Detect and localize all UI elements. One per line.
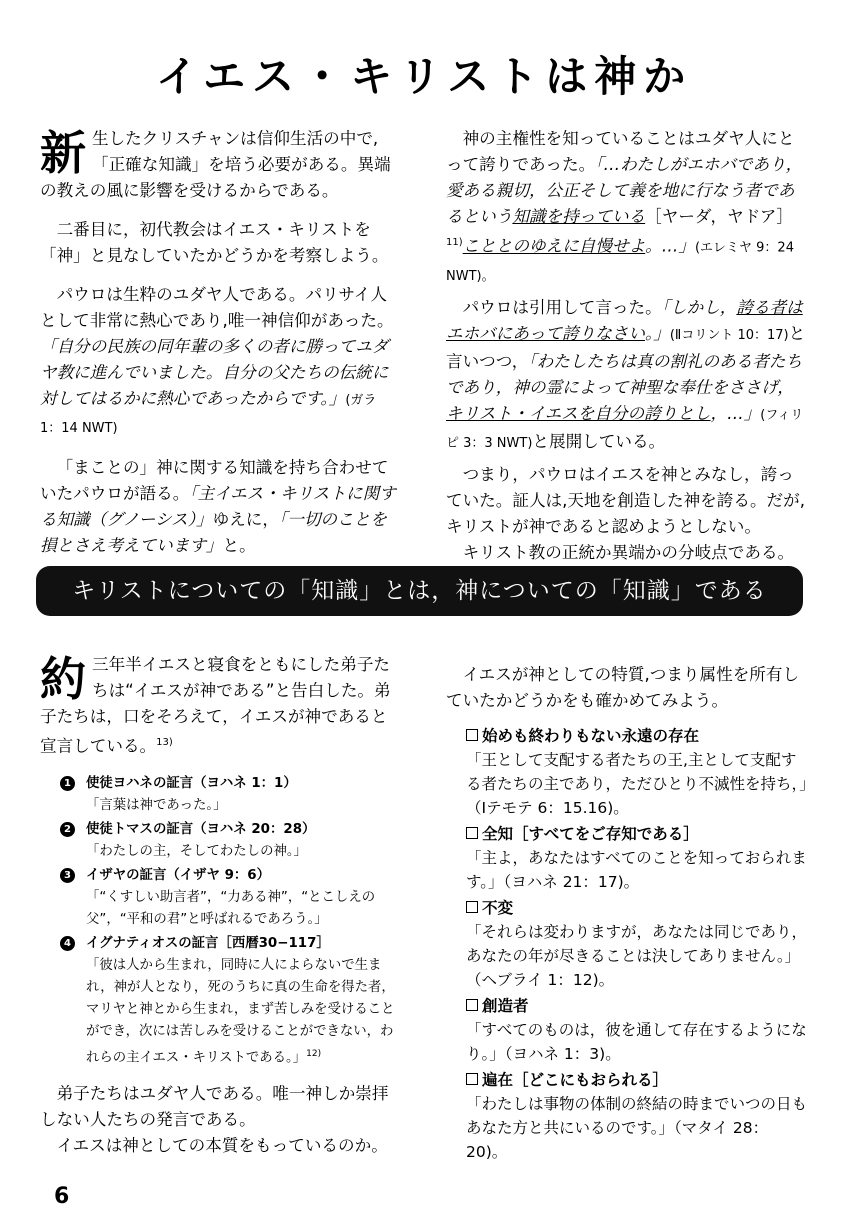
scripture-ref: (エレミヤ 9：24 NWT)。 [446,240,794,284]
attribute-title: 不変 [482,899,514,917]
checkbox-square-icon [466,901,478,913]
paragraph: イエスが神としての特質,つまり属性を所有していたかどうかをも確かめてみよう。 [446,665,800,710]
paragraph [446,126,808,290]
paragraph: イエスは神としての本質をもっているのか。 [56,1136,388,1155]
section-banner: キリストについての「知識」とは，神についての「知識」である [36,566,803,616]
quote: ，…」 [710,403,761,423]
section1-right-column [446,126,808,579]
quote: 「わたしたちは真の割礼のある者たちであり，神の霊によって神聖な奉仕をささげ， [446,351,803,397]
testimony-title: 使徒トマスの証言（ヨハネ 20：28） [86,821,316,837]
testimony-quote: 「“くすしい助言者”，“力ある神”，“とこしえの父”，“平和の君”と呼ばれるであろう。」 [86,889,376,927]
attribute-title: 全知［すべてをご存知である］ [482,825,699,843]
paragraph-text: 三年半イエスと寝食をともにした弟子たちは“イエスが神である”と告白した。弟子たちは，口をそろえて，イエスが神であると宣言している。 [40,655,391,756]
paragraph-text: 神の主権性を知っていることはユダヤ人にとって誇りであった。 [446,129,795,174]
testimony-item [60,865,396,931]
intro-paragraph [40,652,396,760]
number-badge: 1 [60,776,75,791]
underlined-quote: キリスト・イエスを自分の誇りとし [446,403,711,423]
attribute-heading [466,822,808,846]
underlined-quote: こととのゆえに自慢せよ [462,236,646,256]
scripture-ref: (Ⅱコリント 10：17) [669,327,789,343]
quote-text: 「彼は人から生まれ，同時に人によらないで生まれ，神が人となり，死のうちに真の生命を得た者，マリヤと神とから生まれ，まず苦しみを受けることができ，次には苦しみを受けることができない，われらの主イエス・キリストである。」 [86,957,395,1065]
testimony-title: イグナティオスの証言［西暦30−117］ [86,935,330,951]
paragraph: 二番目に，初代教会はイエス・キリストを「神」と見なしていたかどうかを考察しよう。 [40,220,389,265]
testimony-item [60,773,396,817]
testimony-quote: 「わたしの主，そしてわたしの神。」 [86,843,307,859]
dropcap: 新 [40,126,86,180]
section2-right-column [446,662,808,1166]
paragraph-text: と。 [222,536,256,555]
footnote-ref: 12) [306,1048,322,1059]
attribute-quote: 「主よ，あなたはすべてのことを知っておられます。」（ヨハネ 21：17)。 [466,849,807,891]
checkbox-square-icon [466,729,478,741]
attribute-item [466,896,808,992]
attribute-heading [466,1068,808,1092]
dropcap: 約 [40,652,86,706]
testimony-title: 使徒ヨハネの証言（ヨハネ 1：1） [86,775,297,791]
paragraph-text: 生したクリスチャンは信仰生活の中で,「正確な知識」を培う必要がある。異端の教えの風に影響を受けるからである。 [40,129,391,200]
quote: 。」 [644,323,670,343]
paragraph [40,282,396,442]
testimony-quote: 「言葉は神であった。」 [86,797,227,813]
quote: 「自分の民族の同年輩の多くの者に勝ってユダヤ教に進んでいました。自分の父たちの伝統に対してはるかに熱心であったからです。」 [40,337,389,408]
paragraph-text: 「まことの」神に関する知識を持ち合わせていたパウロが語る。 [40,458,389,503]
checkbox-square-icon [466,1073,478,1085]
paragraph: つまり，パウロはイエスを神とみなし，誇っていた。証人は,天地を創造した神を誇る。だが,キリストが神であると認めようとしない。 [446,464,806,536]
attribute-title: 始めも終わりもない永遠の存在 [482,727,700,745]
attribute-heading [466,724,808,748]
paragraph-text: と展開している。 [532,431,666,451]
paragraph-text: と言いつつ， [446,323,806,371]
number-badge: 3 [60,868,75,883]
attribute-title: 遍在［どこにもおられる］ [482,1071,669,1089]
checkbox-square-icon [466,999,478,1011]
checkbox-square-icon [466,827,478,839]
attribute-list [446,724,808,1164]
paragraph-text: パウロは引用して言った。 [462,297,662,317]
attribute-quote: 「それらは変わりますが，あなたは同じであり，あなたの年が尽きることは決してありません。」（ヘブライ 1：12)。 [466,923,808,989]
attribute-quote: 「すべてのものは，彼を通して存在するようになり。」（ヨハネ 1：3)。 [466,1021,807,1063]
testimony-title: イザヤの証言（イザヤ 9：6） [86,867,270,883]
page-title: イエス・キリストは神か [155,52,693,101]
quote: 「一切のことを損とさえ考えています」 [40,510,387,555]
footnote-ref: 11) [446,237,463,248]
testimony-list [60,773,396,1069]
paragraph: 弟子たちはユダヤ人である。唯一神しか崇拝しない人たちの発言である。 [40,1084,389,1129]
number-badge: 4 [60,936,75,951]
testimony-item [60,933,396,1069]
attribute-quote: 「わたしは事物の体制の終結の時までいつの日もあなた方と共にいるのです。」（マタイ 28：20)。 [466,1095,808,1161]
underlined-quote: 知識を持っている [512,207,646,226]
attribute-item [466,1068,808,1164]
attribute-item [466,994,808,1066]
attribute-item [466,724,808,820]
attribute-heading [466,896,808,920]
attribute-title: 創造者 [482,997,529,1015]
footnote-ref: 13) [156,737,173,748]
paragraph-text: パウロは生粋のユダヤ人である。パリサイ人として非常に熱心であり,唯一神信仰があった。 [40,285,394,330]
quote: 「しかし， [661,297,737,317]
page-number: 6 [54,1184,70,1209]
paragraph [40,455,396,559]
section1-left-column [40,126,396,572]
intro-paragraph [40,126,396,204]
bracket-note: ［ヤーダ，ヤドア］ [645,207,793,226]
testimony-quote [86,955,396,1069]
paragraph-text: ゆえに， [212,510,279,529]
paragraph [446,295,808,457]
attribute-quote: 「王として支配する者たちの王,主として支配する者たちの主であり，ただひとり不滅性を持ち，」（Ⅰテモテ 6：15.16)。 [466,751,808,817]
number-badge: 2 [60,822,75,837]
attribute-heading [466,994,808,1018]
quote: 「主イエス・キリストに関する知識（グノーシス）」 [40,484,396,529]
testimony-item [60,819,396,863]
underlined-quote: 誇る者はエホバにあって誇りなさい [446,297,803,343]
quote: 。…」 [645,236,695,256]
attribute-item [466,822,808,894]
section2-left-column [40,652,396,1172]
scripture-ref: (フィリピ 3：3 NWT) [446,407,804,451]
paragraph: キリスト教の正統か異端かの分岐点である。 [462,542,795,562]
quote: 「…わたしがエホバであり，愛ある親切，公正そして義を地に行なう者であるという [446,155,803,226]
scripture-ref: (ガラ 1：14 NWT) [40,393,377,436]
